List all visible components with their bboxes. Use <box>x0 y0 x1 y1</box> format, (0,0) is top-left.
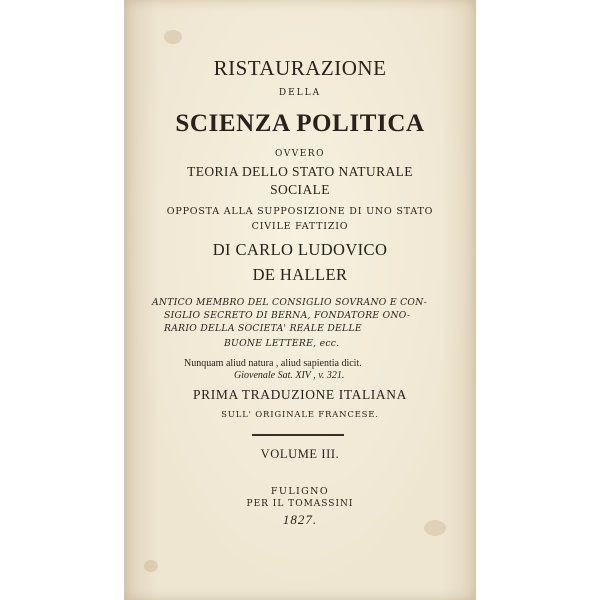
subtitle-line-1: TEORIA DELLO STATO NATURALE <box>187 164 413 179</box>
volume-number: VOLUME III. <box>260 447 340 461</box>
author-line-1: DI CARLO LUDOVICO <box>212 240 388 259</box>
title-line-1: RISTAURAZIONE <box>213 56 387 80</box>
epigraph-source: Giovenale Sat. XIV , v. 321. <box>234 370 345 381</box>
epigraph-quote: Nunquam aliud natura , aliud sapientia dicit. <box>184 358 362 369</box>
credentials-line: SIGLIO SECRETO DI BERNA, FONDATORE ONO- <box>164 310 411 321</box>
foxing-stain <box>164 30 182 44</box>
imprint-year: 1827. <box>282 512 318 527</box>
divider-rule <box>252 434 344 436</box>
opposta-line-1: OPPOSTA ALLA SUPPOSIZIONE DI UNO STATO <box>166 206 434 217</box>
credentials-line: BUONE LETTERE, ecc. <box>224 338 340 349</box>
ovvero-text: OVVERO <box>275 149 325 159</box>
translation-heading: PRIMA TRADUZIONE ITALIANA <box>193 387 407 402</box>
title-line-2: SCIENZA POLITICA <box>175 110 425 137</box>
imprint-city: FULIGNO <box>270 486 330 497</box>
book-title-page <box>124 0 476 600</box>
author-line-2: DE HALLER <box>252 265 348 284</box>
translation-note: SULL' ORIGINALE FRANCESE. <box>221 410 379 420</box>
subtitle-line-2: SOCIALE <box>270 182 330 197</box>
imprint-printer: PER IL TOMASSINI <box>246 499 354 509</box>
foxing-stain <box>144 560 158 572</box>
credentials-line: ANTICO MEMBRO DEL CONSIGLIO SOVRANO E CON- <box>152 297 427 308</box>
opposta-line-2: CIVILE FATTIZIO <box>251 221 349 232</box>
credentials-line: RARIO DELLA SOCIETA' REALE DELLE <box>164 323 362 334</box>
title-della: DELLA <box>278 88 322 98</box>
